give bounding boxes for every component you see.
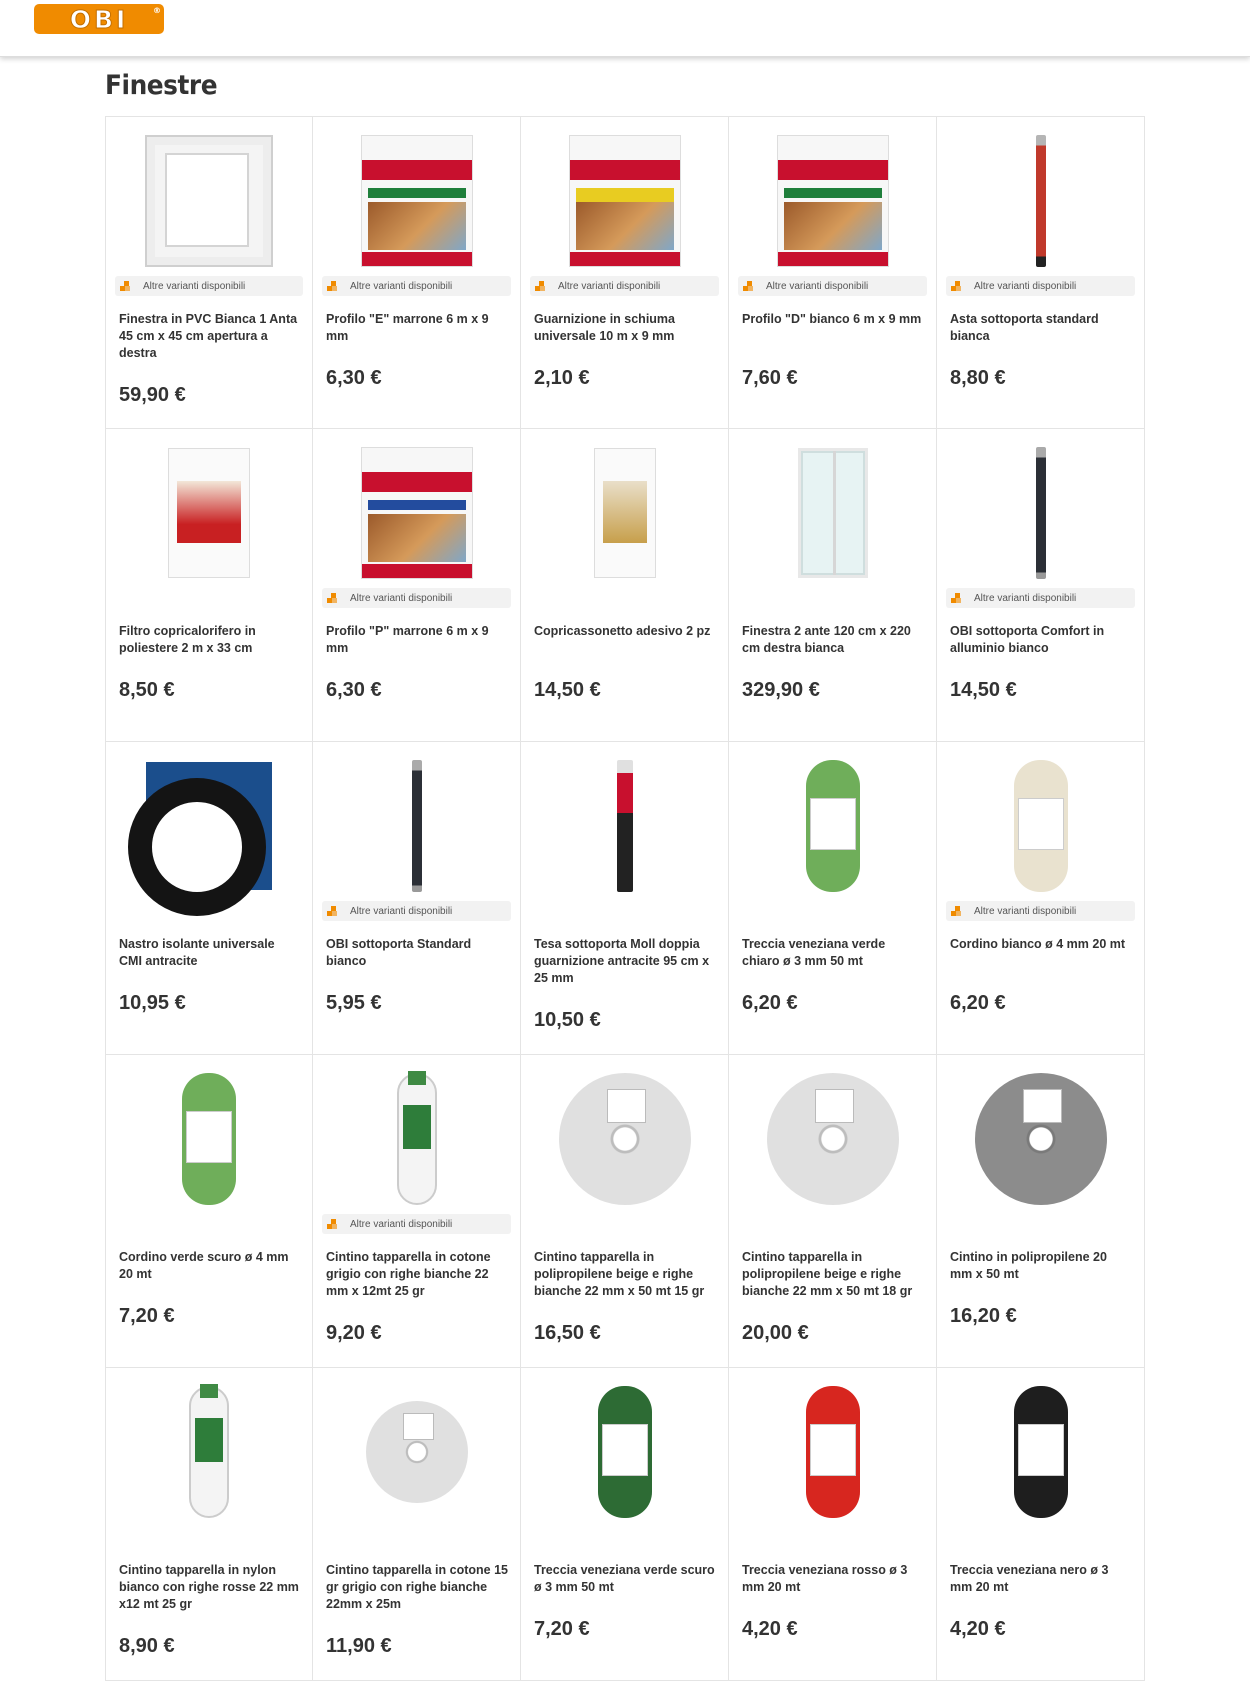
product-image[interactable] (937, 1071, 1144, 1207)
tesa-pack-image (361, 135, 473, 267)
product-image[interactable] (521, 1384, 728, 1520)
product-name[interactable]: Filtro copricalorifero in poliestere 2 m x 33 cm (119, 624, 256, 655)
variants-icon (120, 281, 130, 291)
product-card[interactable] (105, 1368, 313, 1681)
tesa-pack-image (569, 135, 681, 267)
product-card[interactable] (105, 116, 313, 429)
variants-icon (327, 1219, 337, 1229)
product-image[interactable] (729, 1071, 936, 1207)
product-price: 6,30 € (326, 679, 382, 701)
product-name[interactable]: Treccia veneziana rosso ø 3 mm 20 mt (742, 1563, 908, 1594)
product-card[interactable] (313, 116, 521, 429)
product-name[interactable]: Nastro isolante universale CMI antracite (119, 937, 275, 968)
product-name[interactable]: Asta sottoporta standard bianca (950, 312, 1099, 343)
variants-badge[interactable] (115, 276, 303, 296)
product-price: 7,20 € (119, 1305, 175, 1327)
cord-hank-image (182, 1073, 236, 1205)
product-card[interactable] (937, 742, 1145, 1055)
product-price: 59,90 € (119, 384, 186, 406)
product-name[interactable]: Cintino tapparella in nylon bianco con righe rosse 22 mm x12 mt 25 gr (119, 1563, 299, 1611)
product-image[interactable] (106, 1384, 312, 1520)
product-image[interactable] (729, 133, 936, 269)
product-name[interactable]: Treccia veneziana nero ø 3 mm 20 mt (950, 1563, 1109, 1594)
product-card[interactable] (521, 116, 729, 429)
variants-badge[interactable] (738, 276, 927, 296)
product-name[interactable]: Treccia veneziana verde chiaro ø 3 mm 50 mt (742, 937, 886, 968)
product-price: 14,50 € (534, 679, 601, 701)
variants-label: Altre varianti disponibili (558, 280, 661, 292)
tape-roll-image (146, 762, 272, 890)
product-card[interactable] (313, 1055, 521, 1368)
variants-label: Altre varianti disponibili (766, 280, 869, 292)
cord-hank-image (806, 760, 860, 892)
product-card[interactable] (105, 1055, 313, 1368)
variants-label: Altre varianti disponibili (350, 280, 453, 292)
product-image[interactable] (521, 133, 728, 269)
product-name[interactable]: Profilo "D" bianco 6 m x 9 mm (742, 312, 922, 326)
product-price: 8,50 € (119, 679, 175, 701)
variants-label: Altre varianti disponibili (974, 280, 1077, 292)
product-card[interactable] (521, 429, 729, 742)
product-name[interactable]: Cordino verde scuro ø 4 mm 20 mt (119, 1250, 289, 1281)
product-name[interactable]: Finestra in PVC Bianca 1 Anta 45 cm x 45 cm apertura a destra (119, 312, 298, 360)
strap-roll-image (559, 1073, 691, 1205)
product-image[interactable] (313, 133, 520, 269)
product-image[interactable] (729, 758, 936, 894)
product-card[interactable] (729, 116, 937, 429)
variants-badge[interactable] (530, 276, 719, 296)
strap-roll-image (366, 1401, 468, 1503)
variants-badge[interactable] (322, 588, 511, 608)
tesa-pack-image (777, 135, 889, 267)
strap-image (189, 1386, 229, 1518)
product-name[interactable]: Profilo "E" marrone 6 m x 9 mm (326, 312, 489, 343)
registered-mark: ® (153, 6, 161, 15)
variants-icon (743, 281, 753, 291)
product-card[interactable] (937, 116, 1145, 429)
cord-hank-image (598, 1386, 652, 1518)
product-card[interactable] (313, 742, 521, 1055)
obi-logo[interactable] (34, 4, 164, 34)
product-image[interactable] (313, 1384, 520, 1520)
variants-label: Altre varianti disponibili (350, 1218, 453, 1230)
product-image[interactable] (937, 445, 1144, 581)
product-image[interactable] (313, 445, 520, 581)
product-image[interactable] (937, 133, 1144, 269)
tesa-pack-image (361, 447, 473, 579)
variants-badge[interactable] (322, 901, 511, 921)
product-price: 6,20 € (742, 992, 798, 1014)
variants-icon (951, 906, 961, 916)
product-name[interactable]: Cintino in polipropilene 20 mm x 50 mt (950, 1250, 1107, 1281)
product-name[interactable]: Cintino tapparella in polipropilene beige e righe bianche 22 mm x 50 mt 18 gr (742, 1250, 913, 1298)
product-name[interactable]: Cordino bianco ø 4 mm 20 mt (950, 937, 1126, 951)
door-sweep-image (617, 760, 633, 892)
logo-text: OBI (69, 4, 129, 34)
product-image[interactable] (729, 1384, 936, 1520)
product-price: 7,60 € (742, 367, 798, 389)
variants-badge[interactable] (322, 1214, 511, 1234)
product-price: 14,50 € (950, 679, 1017, 701)
product-card[interactable] (729, 742, 937, 1055)
product-name[interactable]: Guarnizione in schiuma universale 10 m x 9 mm (534, 312, 675, 343)
variants-label: Altre varianti disponibili (143, 280, 246, 292)
product-price: 5,95 € (326, 992, 382, 1014)
variants-icon (951, 593, 961, 603)
door-sweep-image (1036, 447, 1046, 579)
product-image[interactable] (521, 445, 728, 581)
product-price: 329,90 € (742, 679, 820, 701)
product-price: 9,20 € (326, 1322, 382, 1344)
cord-hank-image (1014, 760, 1068, 892)
product-card[interactable] (313, 1368, 521, 1681)
product-card[interactable] (521, 1368, 729, 1681)
product-image[interactable] (106, 758, 312, 894)
variants-label: Altre varianti disponibili (350, 905, 453, 917)
product-name[interactable]: Profilo "P" marrone 6 m x 9 mm (326, 624, 489, 655)
product-price: 20,00 € (742, 1322, 809, 1344)
product-card[interactable] (521, 742, 729, 1055)
product-image[interactable] (729, 445, 936, 581)
filter-pack-image (168, 448, 250, 578)
product-image[interactable] (106, 133, 312, 269)
product-price: 7,20 € (534, 1618, 590, 1640)
variants-icon (535, 281, 545, 291)
product-price: 4,20 € (950, 1618, 1006, 1640)
cover-pack-image (594, 448, 656, 578)
product-name[interactable]: OBI sottoporta Standard bianco (326, 937, 472, 968)
product-card[interactable] (729, 1368, 937, 1681)
product-price: 2,10 € (534, 367, 590, 389)
product-price: 8,90 € (119, 1635, 175, 1657)
product-card[interactable] (937, 1055, 1145, 1368)
variants-badge[interactable] (946, 588, 1135, 608)
product-image[interactable] (521, 1071, 728, 1207)
cord-hank-image (1014, 1386, 1068, 1518)
product-card[interactable] (729, 1055, 937, 1368)
product-price: 10,50 € (534, 1009, 601, 1031)
product-image[interactable] (106, 445, 312, 581)
product-name[interactable]: Cintino tapparella in polipropilene beige e righe bianche 22 mm x 50 mt 15 gr (534, 1250, 705, 1298)
product-price: 16,50 € (534, 1322, 601, 1344)
strap-roll-image (767, 1073, 899, 1205)
product-image[interactable] (313, 758, 520, 894)
strap-roll-image (975, 1073, 1107, 1205)
product-image[interactable] (937, 758, 1144, 894)
product-card[interactable] (937, 1368, 1145, 1681)
product-price: 10,95 € (119, 992, 186, 1014)
product-image[interactable] (937, 1384, 1144, 1520)
product-name[interactable]: Copricassonetto adesivo 2 pz (534, 624, 711, 638)
door-window-image (798, 448, 868, 578)
product-image[interactable] (106, 1071, 312, 1207)
cord-hank-image (806, 1386, 860, 1518)
product-name[interactable]: OBI sottoporta Comfort in alluminio bianco (950, 624, 1105, 655)
product-card[interactable] (105, 429, 313, 742)
product-name[interactable]: Finestra 2 ante 120 cm x 220 cm destra bianca (742, 624, 911, 655)
variants-badge[interactable] (946, 276, 1135, 296)
product-name[interactable]: Tesa sottoporta Moll doppia guarnizione antracite 95 cm x 25 mm (534, 937, 710, 985)
product-name[interactable]: Cintino tapparella in cotone 15 gr grigio con righe bianche 22mm x 25m (326, 1563, 508, 1611)
variants-label: Altre varianti disponibili (974, 905, 1077, 917)
product-name[interactable]: Treccia veneziana verde scuro ø 3 mm 50 mt (534, 1563, 715, 1594)
page-title: Finestre (105, 70, 218, 101)
door-sweep-image (412, 760, 422, 892)
variants-icon (327, 906, 337, 916)
product-card[interactable] (313, 429, 521, 742)
product-image[interactable] (521, 758, 728, 894)
product-grid (105, 116, 1145, 1681)
product-card[interactable] (105, 742, 313, 1055)
product-price: 4,20 € (742, 1618, 798, 1640)
site-header (0, 0, 1250, 57)
product-card[interactable] (521, 1055, 729, 1368)
variants-label: Altre varianti disponibili (974, 592, 1077, 604)
product-name[interactable]: Cintino tapparella in cotone grigio con righe bianche 22 mm x 12mt 25 gr (326, 1250, 491, 1298)
product-card[interactable] (729, 429, 937, 742)
strap-image (397, 1073, 437, 1205)
product-price: 8,80 € (950, 367, 1006, 389)
variants-badge[interactable] (322, 276, 511, 296)
variants-icon (951, 281, 961, 291)
door-sweep-image (1036, 135, 1046, 267)
product-price: 16,20 € (950, 1305, 1017, 1327)
product-price: 6,30 € (326, 367, 382, 389)
variants-icon (327, 281, 337, 291)
window-image (145, 135, 273, 267)
product-image[interactable] (313, 1071, 520, 1207)
variants-icon (327, 593, 337, 603)
variants-badge[interactable] (946, 901, 1135, 921)
product-price: 11,90 € (326, 1635, 392, 1657)
product-price: 6,20 € (950, 992, 1006, 1014)
variants-label: Altre varianti disponibili (350, 592, 453, 604)
product-card[interactable] (937, 429, 1145, 742)
